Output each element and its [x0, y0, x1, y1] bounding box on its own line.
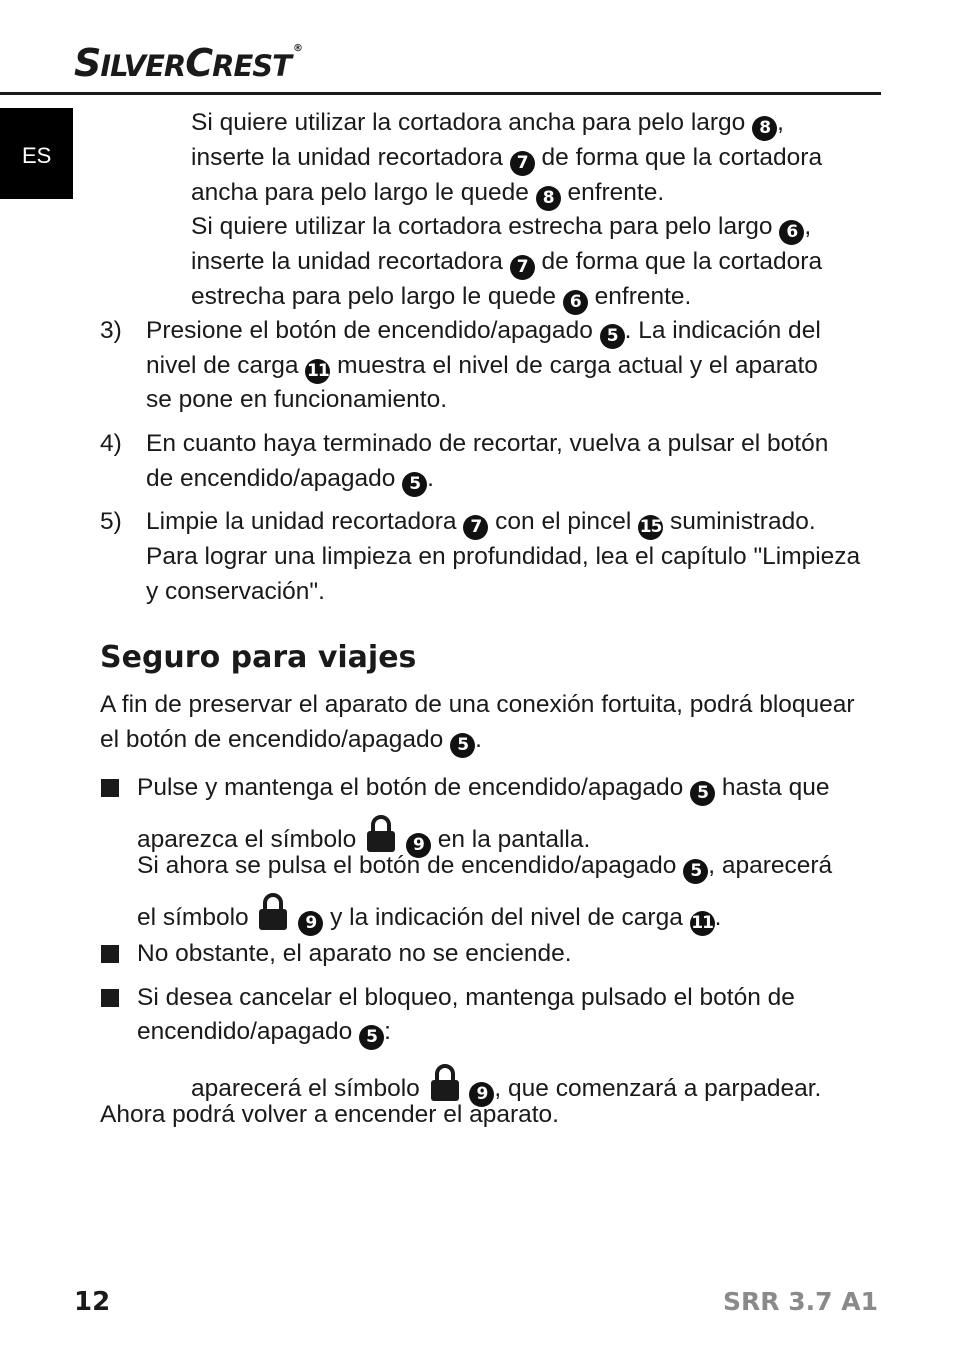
section-intro: el botón de encendido/apagado 5 .	[100, 723, 482, 758]
intro-line: estrecha para pelo largo le quede 6 enfrente.	[191, 280, 691, 315]
step-number: 3)	[100, 317, 122, 344]
step-line: de encendido/apagado 5 .	[146, 462, 434, 497]
step-line: Para lograr una limpieza en profundidad, lea el capítulo "Limpieza	[146, 543, 861, 570]
step-line: nivel de carga 11 muestra el nivel de carga actual y el aparato	[146, 349, 818, 384]
ref-number-icon: 9	[469, 1082, 494, 1107]
ref-number-icon: 8	[536, 186, 561, 211]
intro-line: inserte la unidad recortadora 7 de forma que la cortadora	[191, 245, 822, 280]
intro-line: Si quiere utilizar la cortadora estrecha para pelo largo 6 ,	[191, 210, 811, 245]
ref-number-icon: 5	[450, 733, 475, 758]
bullet-line: el símbolo 9 y la indicación del nivel de carga 11.	[137, 893, 721, 936]
step-line: En cuanto haya terminado de recortar, vuelva a pulsar el botón	[146, 430, 829, 457]
section-heading: Seguro para viajes	[100, 640, 417, 675]
ref-number-icon: 6	[563, 290, 588, 315]
square-bullet-icon	[101, 779, 119, 797]
lock-icon	[429, 1064, 461, 1102]
ref-number-icon: 5	[600, 324, 625, 349]
model-number: SRR 3.7 A1	[723, 1287, 878, 1316]
intro-line: Si quiere utilizar la cortadora ancha para pelo largo 8 ,	[191, 106, 784, 141]
step-line: Presione el botón de encendido/apagado 5 . La indicación del	[146, 314, 821, 349]
bullet-line: Pulse y mantenga el botón de encendido/apagado 5 hasta que	[137, 771, 829, 806]
ref-number-icon: 11	[305, 359, 330, 384]
tail-line: aparecerá el símbolo 9 , que comenzará a parpadear.	[191, 1064, 821, 1107]
step-number: 5)	[100, 508, 122, 535]
ref-number-icon: 11	[690, 911, 715, 936]
lock-icon	[365, 815, 397, 853]
header-rule	[0, 92, 881, 95]
step-line: se pone en funcionamiento.	[146, 386, 448, 413]
step-number: 4)	[100, 430, 122, 457]
page-number: 12	[74, 1287, 111, 1317]
intro-line: inserte la unidad recortadora 7 de forma que la cortadora	[191, 141, 822, 176]
language-tab: ES	[0, 108, 73, 199]
bullet-line: Si ahora se pulsa el botón de encendido/apagado 5 , aparecerá	[137, 849, 832, 884]
section-intro: A fin de preservar el aparato de una conexión fortuita, podrá bloquear	[100, 691, 855, 718]
ref-number-icon: 5	[690, 781, 715, 806]
tail-line: Ahora podrá volver a encender el aparato.	[100, 1101, 559, 1128]
bullet-line: encendido/apagado 5 :	[137, 1015, 391, 1050]
ref-number-icon: 6	[779, 220, 804, 245]
lock-icon	[257, 893, 289, 931]
ref-number-icon: 9	[298, 911, 323, 936]
ref-number-icon: 7	[510, 255, 535, 280]
ref-number-icon: 15	[638, 515, 663, 540]
ref-number-icon: 5	[359, 1025, 384, 1050]
step-line: y conservación".	[146, 578, 325, 605]
ref-number-icon: 5	[683, 859, 708, 884]
bullet-line: Si desea cancelar el bloqueo, mantenga pulsado el botón de	[137, 984, 795, 1011]
ref-number-icon: 9	[406, 833, 431, 858]
ref-number-icon: 8	[752, 116, 777, 141]
ref-number-icon: 5	[402, 472, 427, 497]
ref-number-icon: 7	[463, 515, 488, 540]
brand-logo: SILVERCREST®	[74, 41, 302, 85]
bullet-line: aparezca el símbolo 9 en la pantalla.	[137, 815, 590, 858]
step-line: Limpie la unidad recortadora 7 con el pincel 15 suministrado.	[146, 505, 816, 540]
ref-number-icon: 7	[510, 151, 535, 176]
intro-line: ancha para pelo largo le quede 8 enfrente.	[191, 176, 664, 211]
bullet-line: No obstante, el aparato no se enciende.	[137, 940, 572, 967]
square-bullet-icon	[101, 945, 119, 963]
square-bullet-icon	[101, 989, 119, 1007]
